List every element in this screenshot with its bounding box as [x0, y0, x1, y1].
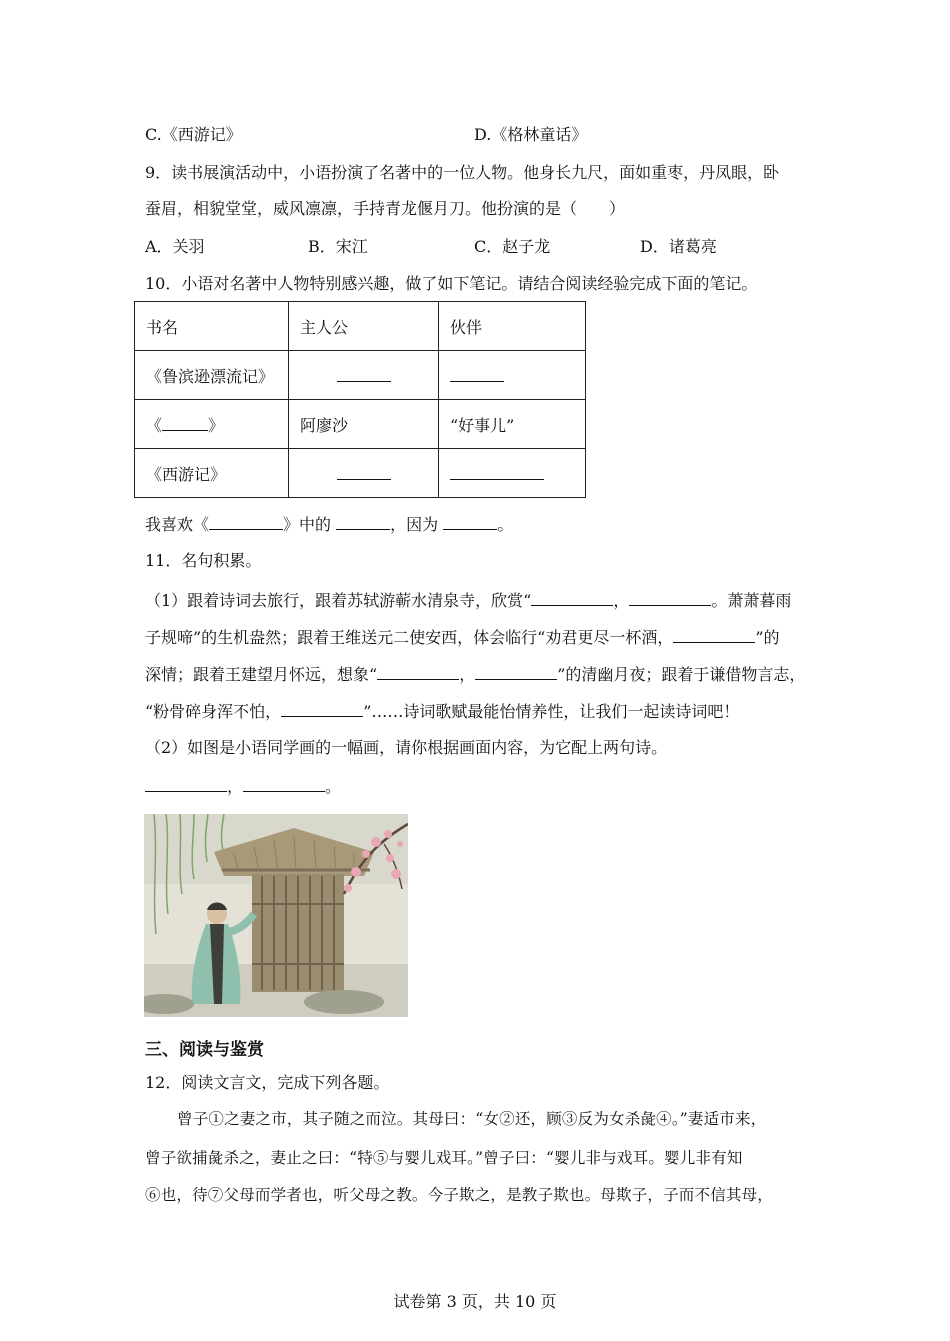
q11-text: 。萧萧暮雨	[711, 591, 792, 610]
poem-blank-4[interactable]	[377, 663, 459, 680]
poem-blank-8[interactable]	[243, 775, 325, 792]
header-hero: 主人公	[289, 302, 439, 351]
q10-like-sentence	[145, 513, 513, 535]
row3-hero-blank[interactable]	[289, 449, 439, 498]
page-footer: 试卷第 3 页，共 10 页	[393, 1292, 557, 1311]
q11-text: ”的	[755, 628, 780, 647]
row2-hero: 阿廖沙	[289, 400, 439, 449]
q9-stem-line2: 蚕眉，相貌堂堂，威风凛凛，手持青龙偃月刀。他扮演的是（ ）	[145, 199, 626, 218]
q11-text: ”的清幽月夜；跟着于谦借物言志，	[557, 665, 806, 684]
poem-blank-7[interactable]	[145, 775, 227, 792]
poem-blank-2[interactable]	[629, 589, 711, 606]
q9-stem-line1: 9．读书展演活动中，小语扮演了名著中的一位人物。他身长九尺，面如重枣，丹凤眼，卧	[145, 163, 780, 182]
row1-hero-blank[interactable]	[289, 351, 439, 400]
row2-book-blank[interactable]	[162, 414, 208, 431]
like-text-3: ，因为	[390, 515, 444, 534]
row2-book	[135, 400, 289, 449]
q11-title: 11．名句积累。	[145, 551, 262, 570]
q11-part1-line1	[145, 589, 791, 611]
poem-blank-3[interactable]	[673, 626, 755, 643]
table-header-row	[135, 302, 586, 351]
table-row	[135, 351, 586, 400]
q9-option-d: D．诸葛亮	[640, 237, 717, 256]
like-text-4: 。	[497, 515, 514, 534]
q11-text: ，	[227, 777, 244, 796]
poem-blank-6[interactable]	[281, 700, 363, 717]
q11-part2-blanks	[145, 775, 341, 797]
section-title: 三、阅读与鉴赏	[145, 1040, 264, 1060]
q11-text: ，	[459, 665, 476, 684]
q11-text: ，	[613, 591, 630, 610]
q11-text: 子规啼”的生机盎然；跟着王维送元二使安西，体会临行“劝君更尽一杯酒，	[145, 628, 674, 647]
like-reason-blank[interactable]	[443, 513, 497, 530]
q12-stem: 12．阅读文言文，完成下列各题。	[145, 1073, 390, 1092]
q9-option-c: C．赵子龙	[474, 237, 551, 256]
row2-partner: “好事儿”	[439, 400, 586, 449]
row1-partner-blank[interactable]	[439, 351, 586, 400]
classical-text-line2: 曾子欲捕彘杀之，妻止之曰：“特⑤与婴儿戏耳。”曾子曰：“婴儿非与戏耳。婴儿非有知	[145, 1149, 743, 1167]
q11-part2: （2）如图是小语同学画的一幅画，请你根据画面内容，为它配上两句诗。	[145, 738, 668, 757]
q11-part1-line3	[145, 663, 805, 685]
q8-option-c: C.《西游记》	[145, 125, 242, 144]
poem-blank-5[interactable]	[475, 663, 557, 680]
q11-text: ”……诗词歌赋最能怡情养性，让我们一起读诗词吧！	[363, 702, 740, 721]
book-close-bracket: 》	[208, 415, 225, 435]
q9-option-a: A．关羽	[145, 237, 205, 256]
header-book: 书名	[135, 302, 289, 351]
classical-text-line3: ⑥也，待⑦父母而学者也，听父母之教。今子欺之，是教子欺也。母欺子，子而不信其母，	[145, 1186, 774, 1204]
q9-option-b: B．宋江	[308, 237, 368, 256]
book-open-bracket: 《	[146, 415, 163, 435]
header-partner: 伙伴	[439, 302, 586, 351]
table-row	[135, 449, 586, 498]
table-row	[135, 400, 586, 449]
row3-book: 《西游记》	[135, 449, 289, 498]
q11-text: “粉骨碎身浑不怕，	[145, 702, 282, 721]
like-person-blank[interactable]	[336, 513, 390, 530]
row3-partner-blank[interactable]	[439, 449, 586, 498]
classical-text-line1: 曾子①之妻之市，其子随之而泣。其母曰：“女②还，顾③反为女杀彘④。”妻适市来，	[177, 1110, 767, 1128]
like-text-2: 》中的	[283, 515, 337, 534]
q11-text: 。	[325, 777, 342, 796]
like-book-blank[interactable]	[209, 513, 283, 530]
notes-table	[134, 301, 586, 498]
q10-stem: 10．小语对名著中人物特别感兴趣，做了如下笔记。请结合阅读经验完成下面的笔记。	[145, 274, 758, 293]
row1-book: 《鲁滨逊漂流记》	[135, 351, 289, 400]
q11-part1-line4	[145, 700, 739, 722]
q8-option-d: D.《格林童话》	[474, 125, 588, 144]
q11-part1-line2	[145, 626, 780, 648]
like-text-1: 我喜欢《	[145, 515, 210, 534]
poem-blank-1[interactable]	[531, 589, 613, 606]
q11-text: （1）跟着诗词去旅行，跟着苏轼游蕲水清泉寺，欣赏“	[145, 591, 532, 610]
q11-text: 深情；跟着王建望月怀远，想象“	[145, 665, 378, 684]
painting-image	[144, 814, 408, 1017]
